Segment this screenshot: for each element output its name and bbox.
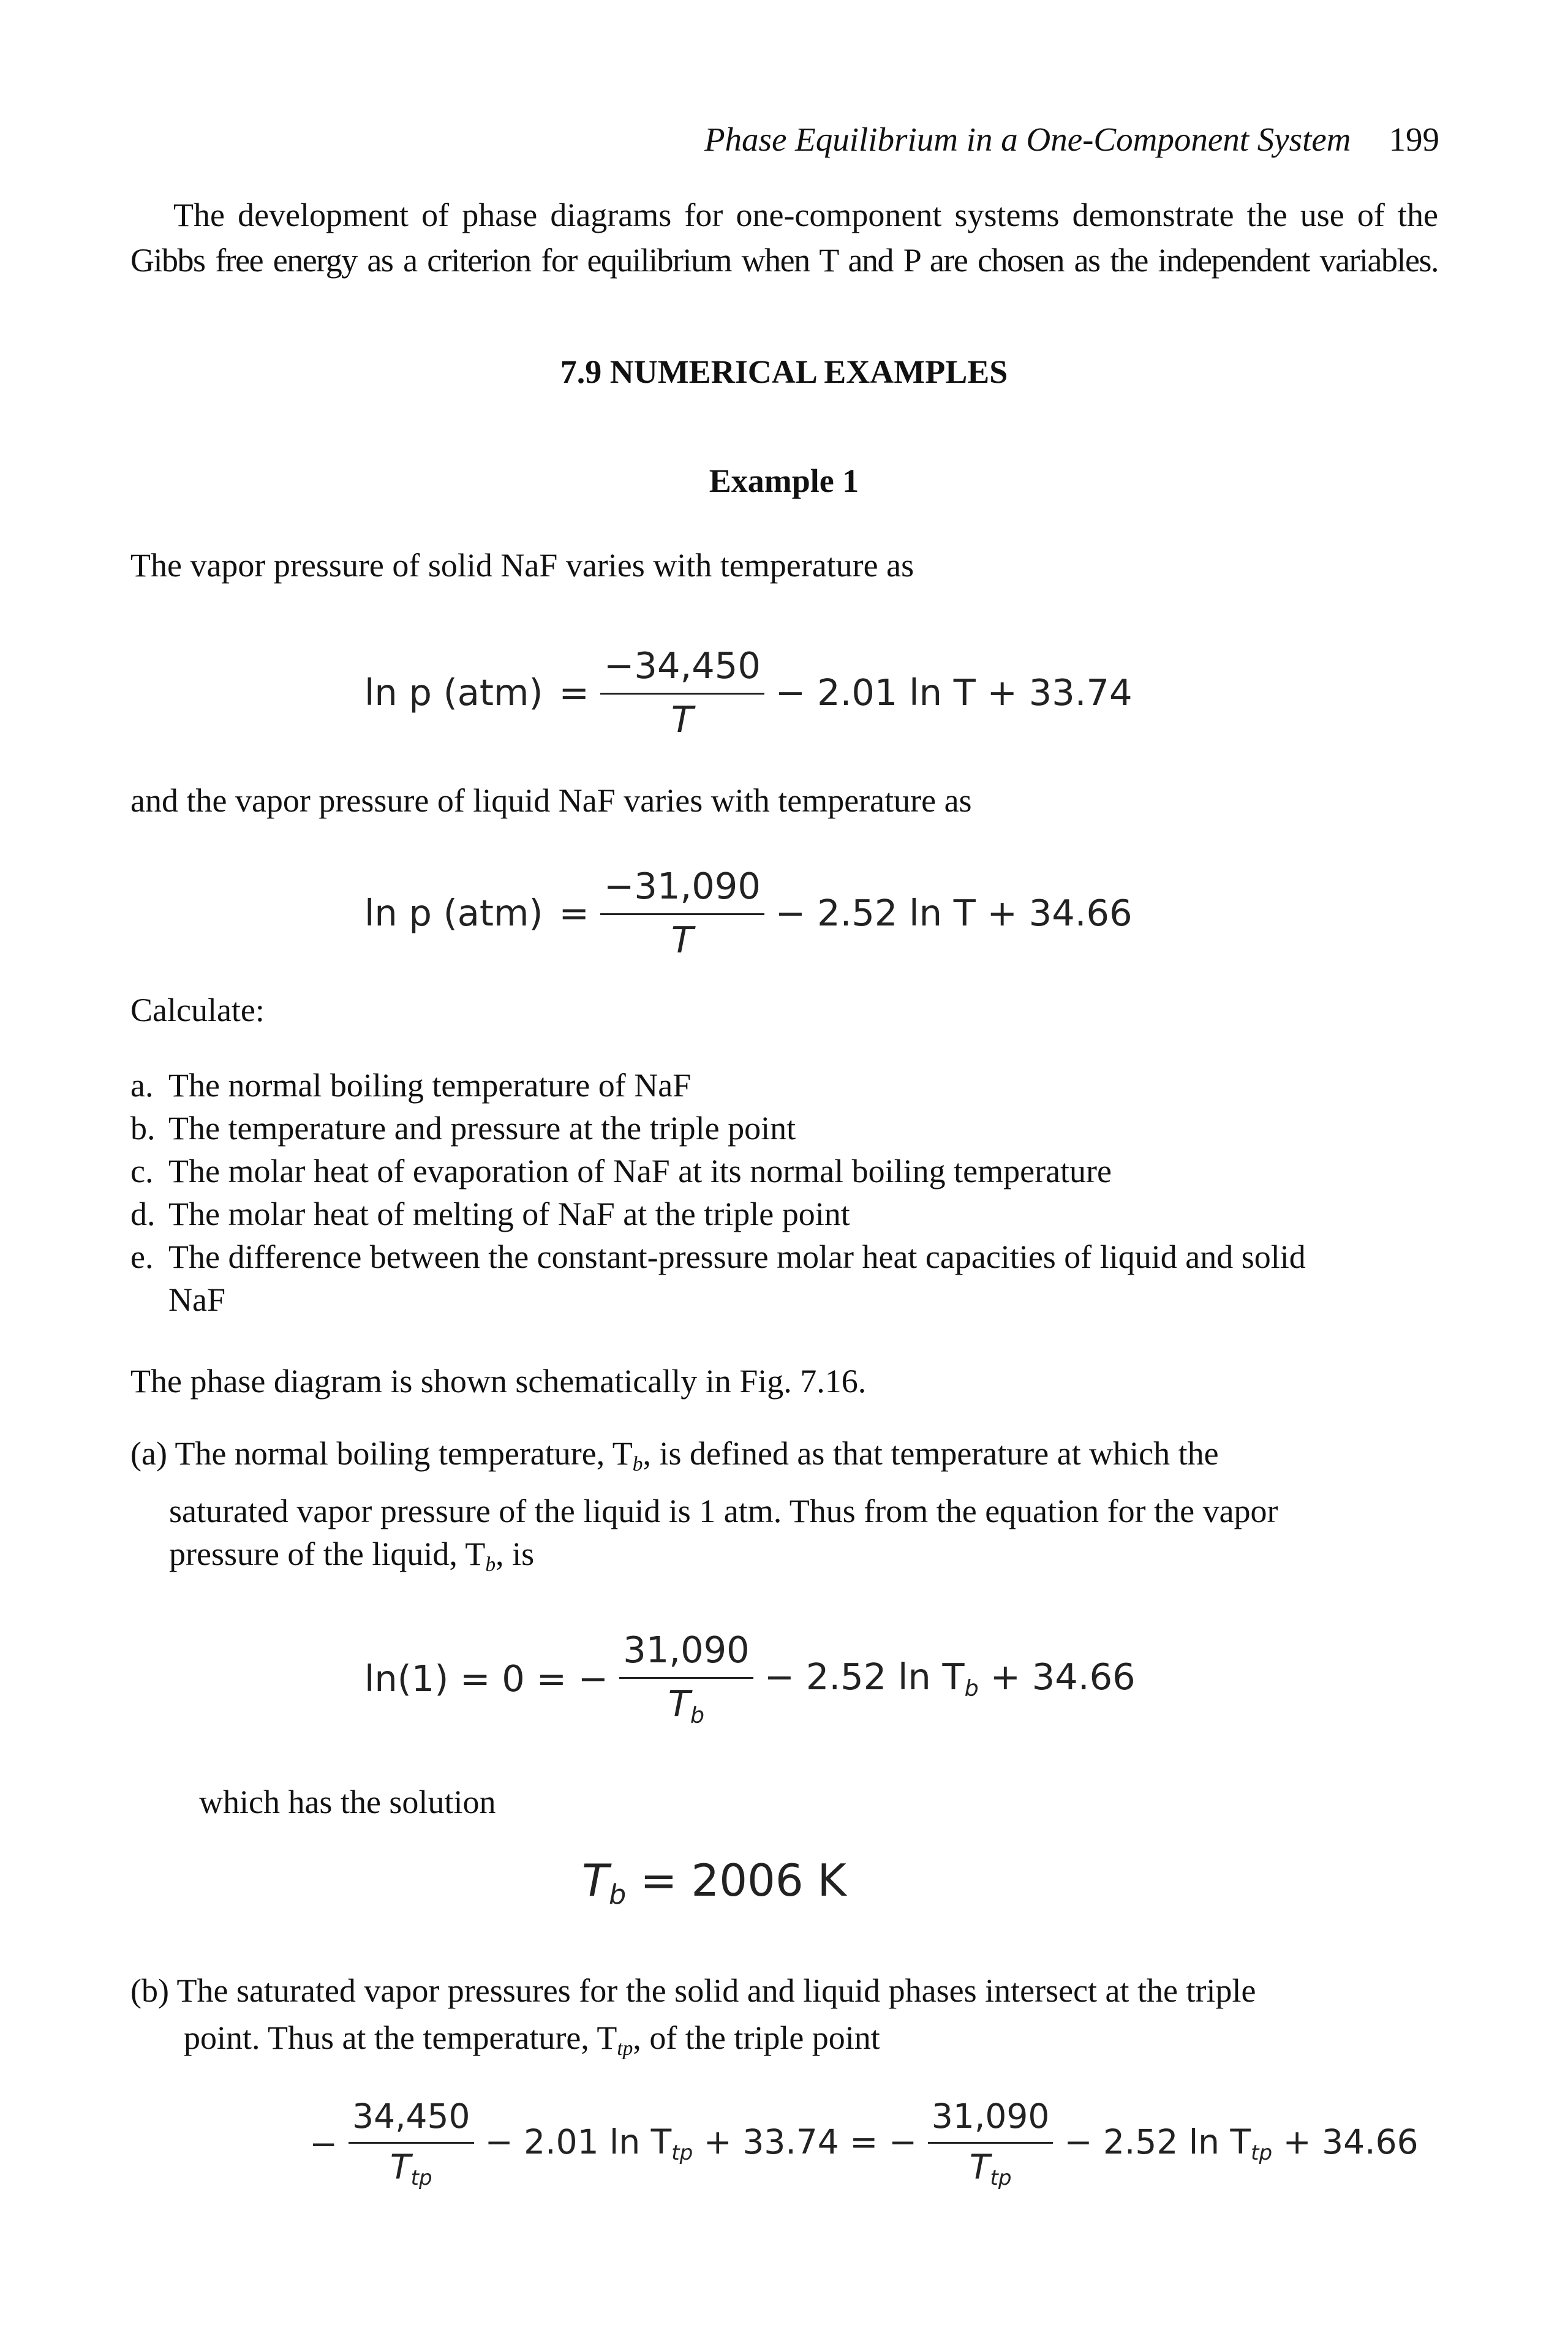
boiling-eq-rest-sub: b <box>964 1675 979 1702</box>
example-heading: Example 1 <box>709 462 859 499</box>
part-a-line-2: saturated vapor pressure of the liquid is 1 atm. Thus from the equation for the vapor <box>169 1493 1278 1529</box>
intro-line-1: The development of phase diagrams for one-component systems demonstrate the use of the <box>173 197 1438 233</box>
running-head-title: Phase Equilibrium in a One-Component System <box>704 121 1351 158</box>
triple-eq-numerator-right: 31,090 <box>931 2097 1050 2136</box>
boiling-eq-rest-post: + 34.66 <box>978 1655 1136 1698</box>
boiling-eq-fraction <box>619 1629 753 1728</box>
liquid-eq-numerator: −31,090 <box>603 864 761 907</box>
boiling-eq-lhs: ln(1) = 0 = − <box>364 1657 609 1700</box>
list-item <box>130 1193 850 1235</box>
boiling-eq-rest-pre: − 2.52 ln T <box>764 1655 965 1698</box>
triple-eq-fraction-right <box>928 2097 1053 2190</box>
list-item-label: a. <box>130 1067 154 1104</box>
part-a-line-3-sub: b <box>485 1553 496 1577</box>
list-item-text: The normal boiling temperature of NaF <box>168 1067 692 1104</box>
triple-eq-end <box>1064 2122 1418 2165</box>
solid-equation <box>364 637 1133 747</box>
list-item-continuation: NaF <box>168 1281 225 1318</box>
section-heading: 7.9 NUMERICAL EXAMPLES <box>560 353 1008 390</box>
intro-line-2: Gibbs free energy as a criterion for equilibrium when T and P are chosen as the independent variables. <box>130 242 1438 279</box>
part-a-line-3-pre: pressure of the liquid, T <box>169 1536 486 1572</box>
list-item-label: e. <box>130 1238 154 1275</box>
part-b-line-1: (b) The saturated vapor pressures for the solid and liquid phases intersect at the triple <box>130 1972 1256 2009</box>
list-item-text: The difference between the constant-pressure molar heat capacities of liquid and solid <box>168 1238 1306 1275</box>
triple-eq-den-right-symbol: T <box>969 2147 990 2187</box>
boiling-eq-numerator: 31,090 <box>623 1628 750 1671</box>
diagram-reference-text: The phase diagram is shown schematically in Fig. 7.16. <box>130 1363 867 1400</box>
part-b-line-2-pre: point. Thus at the temperature, T <box>184 2019 617 2056</box>
triple-eq-denominator-left <box>386 2147 436 2190</box>
triple-eq-den-right-sub: tp <box>990 2166 1012 2191</box>
triple-eq-sign: − <box>309 2124 338 2163</box>
liquid-eq-denominator: T <box>671 918 693 961</box>
triple-eq-end-pre: − 2.52 ln T <box>1064 2122 1251 2162</box>
solution-symbol: T <box>582 1855 609 1906</box>
triple-eq-den-left-sub: tp <box>410 2166 432 2191</box>
solid-eq-fraction <box>600 644 764 741</box>
solid-eq-denominator: T <box>671 698 693 741</box>
boiling-eq-denominator <box>665 1683 708 1728</box>
triple-eq-denominator-right <box>966 2147 1016 2190</box>
solid-intro-text: The vapor pressure of solid NaF varies with temperature as <box>130 547 914 584</box>
liquid-eq-equals: = <box>559 891 589 934</box>
boiling-eq-den-symbol: T <box>668 1682 690 1725</box>
list-item <box>130 1150 1112 1193</box>
triple-eq-numerator-left: 34,450 <box>352 2097 470 2136</box>
part-b-line-2-post: , of the triple point <box>633 2019 880 2056</box>
liquid-eq-rest: − 2.52 ln T + 34.66 <box>775 891 1133 934</box>
triple-eq-end-sub: tp <box>1251 2141 1273 2166</box>
boiling-equation <box>364 1623 1136 1733</box>
calculate-label: Calculate: <box>130 992 265 1028</box>
part-a-line-1-pre: (a) The normal boiling temperature, T <box>130 1435 633 1472</box>
boiling-eq-rest <box>764 1656 1136 1702</box>
part-b-line-2-sub: tp <box>617 2037 633 2060</box>
list-item-text: The temperature and pressure at the triple point <box>168 1110 796 1147</box>
triple-eq-mid-post: + 33.74 = − <box>693 2122 917 2162</box>
part-a-line-1 <box>130 1431 1219 1487</box>
part-a-line-3-post: , is <box>496 1536 535 1572</box>
liquid-intro-text: and the vapor pressure of liquid NaF varies with temperature as <box>130 782 972 819</box>
solid-eq-numerator: −34,450 <box>603 644 761 687</box>
triple-point-equation <box>309 2089 1419 2199</box>
triple-eq-end-post: + 34.66 <box>1272 2122 1419 2162</box>
list-item-text: The molar heat of evaporation of NaF at its normal boiling temperature <box>168 1153 1112 1189</box>
boiling-solution-equation <box>582 1855 846 1910</box>
liquid-eq-lhs: ln p (atm) <box>364 891 543 934</box>
part-b-line-2 <box>184 2015 880 2071</box>
page-number: 199 <box>1389 121 1439 158</box>
list-item <box>130 1107 796 1150</box>
solid-eq-equals: = <box>559 671 589 714</box>
running-head <box>649 120 1439 159</box>
list-item <box>130 1235 1306 1278</box>
solid-eq-rest: − 2.01 ln T + 33.74 <box>775 671 1133 714</box>
solution-sub: b <box>608 1879 627 1911</box>
part-a-line-3 <box>169 1531 534 1588</box>
liquid-equation <box>364 858 1133 968</box>
part-a-line-1-sub: b <box>632 1453 643 1476</box>
list-item-label: c. <box>130 1153 154 1189</box>
solution-text: which has the solution <box>199 1784 496 1820</box>
triple-eq-mid-sub: tp <box>671 2141 693 2166</box>
triple-eq-middle <box>485 2122 917 2165</box>
triple-eq-mid-pre: − 2.01 ln T <box>484 2122 672 2162</box>
list-item <box>130 1064 691 1107</box>
list-item-text: The molar heat of melting of NaF at the triple point <box>168 1196 850 1232</box>
triple-eq-fraction-left <box>349 2097 473 2190</box>
liquid-eq-fraction <box>600 865 764 961</box>
list-item-label: d. <box>130 1196 156 1232</box>
solid-eq-lhs: ln p (atm) <box>364 671 543 714</box>
part-a-line-1-post: , is defined as that temperature at which the <box>643 1435 1219 1472</box>
boiling-eq-den-sub: b <box>690 1702 705 1728</box>
solution-value: = 2006 K <box>626 1855 846 1906</box>
triple-eq-den-left-symbol: T <box>390 2147 411 2187</box>
list-item-label: b. <box>130 1110 156 1147</box>
